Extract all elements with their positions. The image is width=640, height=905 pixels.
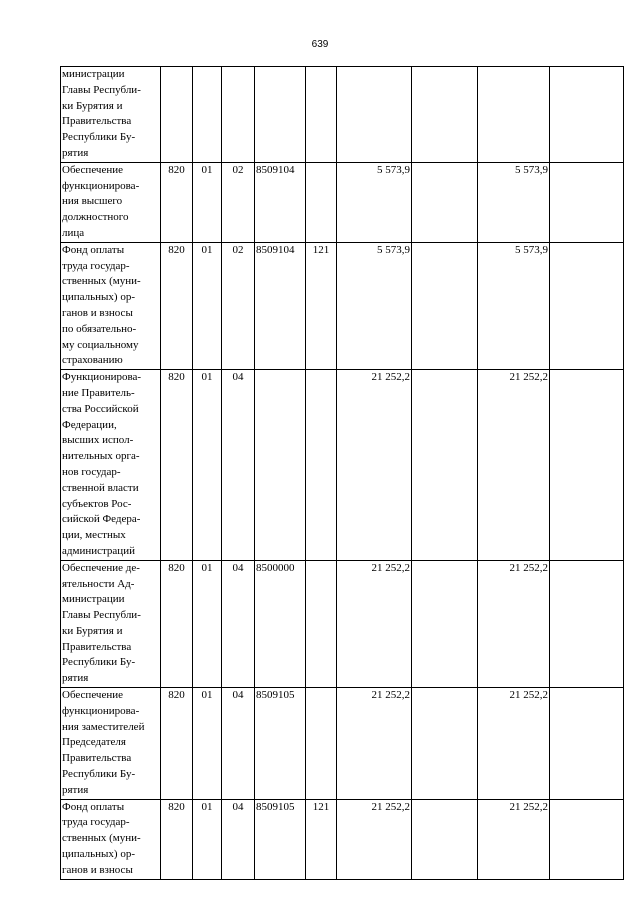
table-row [61, 688, 624, 800]
cell-name-line: ципальных) ор- [62, 848, 135, 861]
cell-subsection: 04 [222, 370, 255, 561]
cell-name-line: ственных (муни- [62, 275, 141, 288]
table-row [61, 560, 624, 687]
cell-name-line: ки Бурятия и [62, 624, 123, 637]
cell-name-line: ние Правитель- [62, 386, 135, 399]
cell-amount-1: 21 252,2 [337, 688, 412, 800]
cell-amount-4 [550, 67, 624, 163]
cell-amount-2 [412, 242, 478, 369]
cell-name-line: министрации [62, 68, 125, 80]
cell-amount-2 [412, 67, 478, 163]
cell-ved: 820 [161, 162, 193, 242]
cell-section: 01 [193, 370, 222, 561]
cell-name-line: Обеспечение [62, 689, 123, 702]
cell-name [61, 370, 161, 561]
table-row [61, 242, 624, 369]
budget-table [60, 66, 624, 880]
cell-amount-1: 21 252,2 [337, 370, 412, 561]
cell-name-line: ственной власти [62, 481, 139, 494]
cell-section [193, 67, 222, 163]
cell-ved: 820 [161, 370, 193, 561]
cell-expense-type [306, 67, 337, 163]
cell-name-line: нов государ- [62, 465, 121, 478]
cell-name-line: ципальных) ор- [62, 291, 135, 304]
cell-expense-type [306, 370, 337, 561]
cell-target-article [255, 67, 306, 163]
cell-name-line: нительных орга- [62, 450, 140, 463]
cell-name-line: рятия [62, 146, 89, 159]
cell-ved: 820 [161, 560, 193, 687]
cell-name-line: Республики Бу- [62, 768, 136, 781]
cell-name-line: Республики Бу- [62, 131, 136, 144]
cell-name-line: Правительства [62, 640, 132, 653]
cell-name [61, 560, 161, 687]
cell-name-line: труда государ- [62, 816, 130, 829]
cell-expense-type [306, 688, 337, 800]
cell-name-line: ния высшего [62, 195, 123, 208]
cell-amount-4 [550, 370, 624, 561]
cell-amount-4 [550, 799, 624, 879]
cell-amount-1: 5 573,9 [337, 162, 412, 242]
cell-name-line: ции, местных [62, 529, 126, 542]
cell-name-line: должностного [62, 211, 129, 224]
cell-name-line: высших испол- [62, 434, 134, 447]
cell-target-article: 8509104 [255, 162, 306, 242]
cell-subsection [222, 67, 255, 163]
cell-amount-4 [550, 688, 624, 800]
cell-amount-1: 21 252,2 [337, 799, 412, 879]
cell-name-line: рятия [62, 672, 89, 685]
cell-ved: 820 [161, 688, 193, 800]
cell-name-line: Председателя [62, 736, 126, 749]
cell-name-line: ственных (муни- [62, 832, 141, 845]
cell-amount-1: 21 252,2 [337, 560, 412, 687]
cell-amount-2 [412, 162, 478, 242]
cell-amount-3: 21 252,2 [478, 799, 550, 879]
cell-amount-4 [550, 560, 624, 687]
cell-amount-3: 21 252,2 [478, 370, 550, 561]
cell-expense-type: 121 [306, 799, 337, 879]
cell-name-line: Федерации, [62, 418, 117, 431]
cell-section: 01 [193, 688, 222, 800]
cell-name-line: Обеспечение [62, 163, 123, 176]
cell-section: 01 [193, 799, 222, 879]
cell-name-line: администраций [62, 544, 135, 557]
cell-amount-2 [412, 370, 478, 561]
cell-name [61, 67, 161, 163]
cell-amount-2 [412, 560, 478, 687]
cell-name-line: Республики Бу- [62, 656, 136, 669]
cell-name-line: ки Бурятия и [62, 99, 123, 112]
page-number: 639 [311, 39, 329, 50]
cell-section: 01 [193, 162, 222, 242]
cell-expense-type [306, 162, 337, 242]
cell-subsection: 02 [222, 162, 255, 242]
cell-name-line: по обязательно- [62, 322, 137, 335]
cell-name-line: ния заместителей [62, 720, 145, 733]
cell-amount-3 [478, 67, 550, 163]
cell-ved: 820 [161, 799, 193, 879]
cell-amount-4 [550, 162, 624, 242]
cell-section: 01 [193, 242, 222, 369]
cell-name-line: субъектов Рос- [62, 497, 132, 510]
cell-amount-2 [412, 799, 478, 879]
cell-name-line: Главы Республи- [62, 83, 141, 96]
cell-name-line: Фонд оплаты [62, 243, 125, 256]
cell-amount-1 [337, 67, 412, 163]
cell-expense-type: 121 [306, 242, 337, 369]
cell-name-line: му социальному [62, 338, 139, 351]
cell-name-line: Функционирова- [62, 371, 142, 384]
cell-name [61, 242, 161, 369]
cell-subsection: 04 [222, 560, 255, 687]
cell-amount-2 [412, 688, 478, 800]
cell-amount-1: 5 573,9 [337, 242, 412, 369]
cell-name-line: Обеспечение де- [62, 561, 140, 574]
cell-ved [161, 67, 193, 163]
cell-expense-type [306, 560, 337, 687]
cell-name-line: страхованию [62, 354, 123, 367]
cell-target-article [255, 370, 306, 561]
cell-name-line: функционирова- [62, 179, 140, 192]
cell-amount-3: 21 252,2 [478, 560, 550, 687]
cell-name-line: сийской Федера- [62, 513, 141, 526]
cell-ved: 820 [161, 242, 193, 369]
cell-amount-3: 5 573,9 [478, 162, 550, 242]
cell-name [61, 688, 161, 800]
cell-target-article: 8509105 [255, 799, 306, 879]
cell-section: 01 [193, 560, 222, 687]
cell-subsection: 02 [222, 242, 255, 369]
cell-name [61, 799, 161, 879]
cell-name-line: труда государ- [62, 259, 130, 272]
cell-name [61, 162, 161, 242]
cell-name-line: ства Российской [62, 402, 139, 415]
table-row [61, 67, 624, 163]
cell-name-line: ганов и взносы [62, 306, 133, 319]
cell-amount-3: 5 573,9 [478, 242, 550, 369]
cell-name-line: рятия [62, 783, 89, 796]
table-row [61, 370, 624, 561]
cell-name-line: Правительства [62, 752, 132, 765]
cell-name-line: Фонд оплаты [62, 800, 125, 813]
cell-name-line: ятельности Ад- [62, 577, 135, 590]
cell-name-line: ганов и взносы [62, 863, 133, 876]
cell-name-line: министрации [62, 593, 125, 606]
cell-name-line: лица [62, 226, 85, 239]
cell-amount-4 [550, 242, 624, 369]
cell-target-article: 8509104 [255, 242, 306, 369]
table-row [61, 162, 624, 242]
cell-name-line: Правительства [62, 115, 132, 128]
cell-amount-3: 21 252,2 [478, 688, 550, 800]
cell-name-line: функционирова- [62, 704, 140, 717]
cell-name-line: Главы Республи- [62, 609, 141, 622]
table-row [61, 799, 624, 879]
cell-target-article: 8509105 [255, 688, 306, 800]
cell-subsection: 04 [222, 688, 255, 800]
cell-subsection: 04 [222, 799, 255, 879]
cell-target-article: 8500000 [255, 560, 306, 687]
